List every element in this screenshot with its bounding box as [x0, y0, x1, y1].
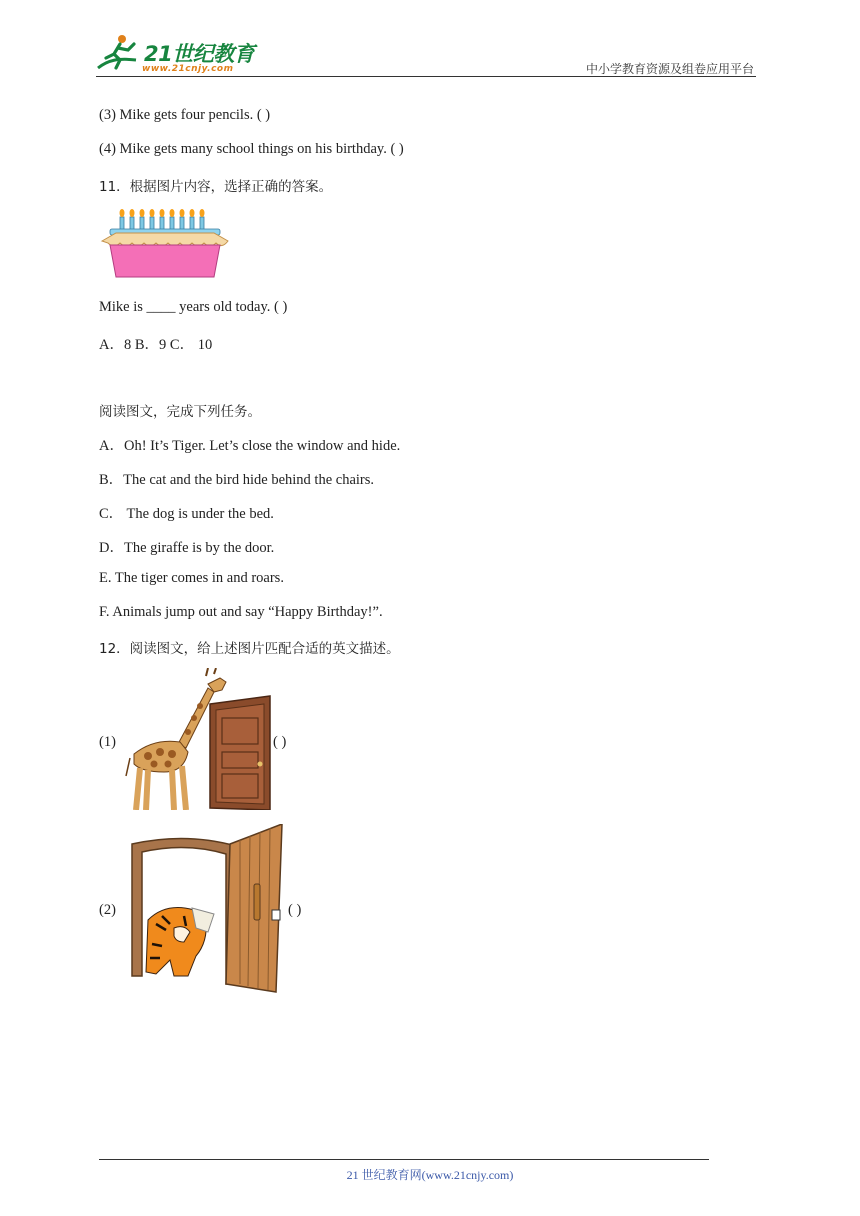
question-12-item-2-label: (2) [99, 902, 116, 918]
reading-option-e: E. The tiger comes in and roars. [99, 570, 284, 586]
tiger-at-door-image [126, 824, 286, 996]
footer-divider [99, 1159, 709, 1160]
reading-option-d: D．The giraffe is by the door. [99, 540, 275, 556]
question-11-title: 11．根据图片内容，选择正确的答案。 [99, 179, 333, 195]
page-header [96, 30, 756, 78]
reading-instructions: 阅读图文，完成下列任务。 [99, 404, 261, 420]
question-10-item-3: (3) Mike gets four pencils. ( ) [99, 107, 271, 123]
reading-option-b: B．The cat and the bird hide behind the chairs. [99, 472, 375, 488]
logo-text: 21世纪教育 [144, 42, 255, 66]
question-10-item-4: (4) Mike gets many school things on his birthday. ( ) [99, 141, 404, 157]
footer-site-link[interactable]: 21 世纪教育网(www.21cnjy.com) [346, 1168, 514, 1182]
question-12-title: 12．阅读图文，给上述图片匹配合适的英文描述。 [99, 641, 400, 657]
reading-option-a: A．Oh! It’s Tiger. Let’s close the window and hide. [99, 438, 401, 454]
question-11-stem: Mike is ____ years old today. ( ) [99, 299, 288, 315]
birthday-cake-image [100, 205, 230, 281]
header-platform-name: 中小学教育资源及组卷应用平台 [585, 62, 754, 76]
logo-url: www.21cnjy.com [142, 64, 234, 74]
runner-logo-icon [96, 30, 146, 76]
tiger-icon [146, 908, 214, 976]
reading-option-f: F. Animals jump out and say “Happy Birthday!”. [99, 604, 383, 620]
question-12-item-2-blank: ( ) [288, 902, 302, 918]
question-11-options: A．8 B．9 C． 10 [99, 337, 213, 353]
question-12-item-1-label: (1) [99, 734, 116, 750]
open-door-icon [226, 824, 282, 992]
header-divider [96, 76, 756, 77]
giraffe-by-door-image [124, 668, 274, 810]
site-logo[interactable] [96, 30, 266, 76]
question-12-item-1-blank: ( ) [273, 734, 287, 750]
candles-icon [120, 209, 205, 231]
door-icon [210, 696, 270, 810]
reading-option-c: C． The dog is under the bed. [99, 506, 274, 522]
